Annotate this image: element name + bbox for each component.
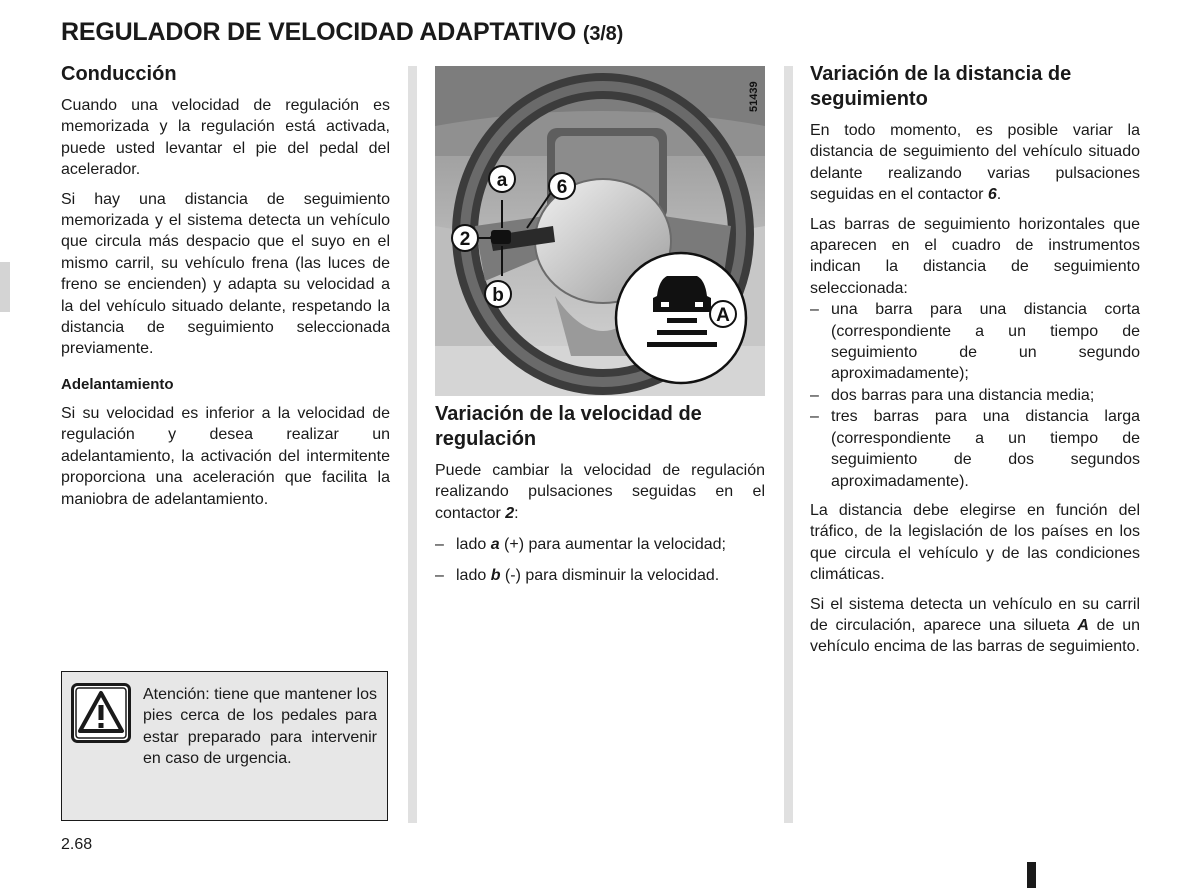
right-column bbox=[810, 62, 1140, 658]
svg-text:a: a bbox=[496, 170, 508, 191]
svg-text:A: A bbox=[716, 305, 730, 326]
section-heading-conduccion: Conducción bbox=[61, 63, 177, 85]
subheading-adelantamiento: Adelantamiento bbox=[61, 375, 174, 393]
callout-6 bbox=[549, 173, 575, 199]
paragraph-distancia-4: Si el sistema detecta un vehículo en su carril de circulación, aparece una silueta A de un vehículo encima de las barras de seguimiento. bbox=[810, 595, 1140, 656]
list-item: – lado b (-) para disminuir la velocidad. bbox=[435, 565, 765, 586]
column-divider-right bbox=[784, 66, 793, 823]
callout-2 bbox=[452, 225, 478, 251]
velocidad-list bbox=[435, 534, 765, 586]
distancia-list bbox=[810, 299, 1140, 492]
paragraph-conduccion-1: Cuando una velocidad de regulación es memorizada y la regulación está activada, puede usted levantar el pie del pedal del acelerador. bbox=[61, 97, 390, 179]
svg-text:6: 6 bbox=[556, 177, 568, 198]
paragraph-distancia-3: La distancia debe elegirse en función del tráfico, de la legislación de los países en los que circula el vehículo y de las condiciones climáticas. bbox=[810, 501, 1140, 584]
section-heading-distancia: Variación de la distancia de seguimiento bbox=[810, 63, 1072, 110]
list-item: – una barra para una distancia corta (correspondiente a un tiempo de seguimiento de un segundo aproximadamente); bbox=[810, 299, 1140, 385]
page-corner-marker bbox=[1027, 862, 1036, 888]
chapter-tab-marker bbox=[0, 262, 10, 312]
callout-A bbox=[710, 301, 736, 327]
svg-text:2: 2 bbox=[459, 229, 471, 250]
steering-wheel-illustration bbox=[435, 66, 765, 396]
page-number: 2.68 bbox=[61, 836, 93, 853]
figure-reference-number: 51439 bbox=[748, 81, 760, 112]
warning-box bbox=[61, 671, 388, 821]
svg-text:b: b bbox=[492, 285, 504, 306]
paragraph-distancia-1: En todo momento, es posible variar la distancia de seguimiento del vehículo situado delante realizando varias pulsaciones seguidas en el contactor 6. bbox=[810, 122, 1140, 204]
list-item: – dos barras para una distancia media; bbox=[810, 385, 1140, 406]
paragraph-adelantamiento: Si su velocidad es inferior a la velocidad de regulación y desea realizar un adelantamiento, la activación del intermitente proporciona una aceleración que facilita la maniobra de adelantamiento. bbox=[61, 404, 390, 508]
middle-column bbox=[435, 402, 765, 586]
paragraph-conduccion-2: Si hay una distancia de seguimiento memorizada y el sistema detecta un vehículo que circula más despacio que el suyo en el mismo carril, su vehículo frena (las luces de freno se encienden) y adapta su velocidad a la del vehículo situado delante, respetando la distancia de seguimiento seleccionada previamente. bbox=[61, 190, 390, 358]
paragraph-velocidad-intro: Puede cambiar la velocidad de regulación realizando pulsaciones seguidas en el contactor 2: bbox=[435, 462, 765, 522]
callout-a bbox=[489, 166, 515, 192]
warning-text: Atención: tiene que mantener los pies cerca de los pedales para estar preparado para intervenir en caso de urgencia. bbox=[143, 686, 377, 768]
paragraph-distancia-2: Las barras de seguimiento horizontales que aparecen en el cuadro de instrumentos indican la distancia de seguimiento seleccionada: bbox=[810, 215, 1140, 297]
page-title-main: REGULADOR DE VELOCIDAD ADAPTATIVO bbox=[61, 18, 577, 46]
left-column bbox=[61, 62, 390, 510]
section-heading-velocidad: Variación de la velocidad de regulación bbox=[435, 403, 702, 450]
column-divider-left bbox=[408, 66, 417, 823]
callout-b bbox=[485, 281, 511, 307]
page-title-part: (3/8) bbox=[582, 23, 624, 45]
page-title bbox=[61, 18, 623, 47]
list-item: – tres barras para una distancia larga (correspondiente a un tiempo de seguimiento de dos segundos aproximadamente). bbox=[810, 406, 1140, 492]
list-item: – lado a (+) para aumentar la velocidad; bbox=[435, 534, 765, 555]
